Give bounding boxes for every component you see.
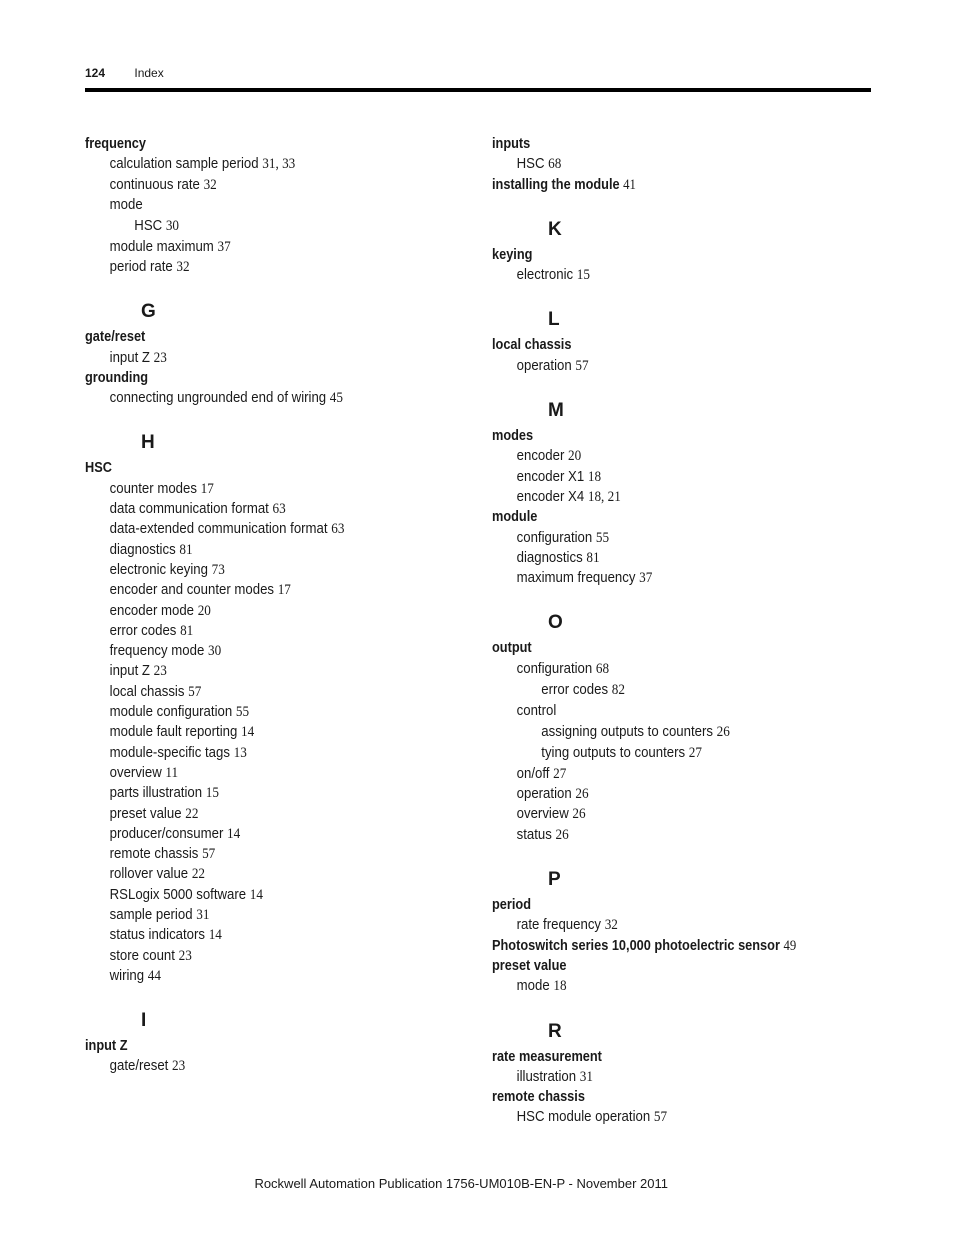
entry-label: RSLogix 5000 software (109, 885, 247, 903)
entry-label: input Z (109, 348, 150, 366)
index-subentry (85, 783, 419, 803)
index-term (492, 936, 826, 956)
index-subentry (85, 824, 419, 844)
index-subentry (85, 540, 419, 560)
page-reference[interactable]: 63 (272, 501, 286, 518)
index-subentry (85, 804, 419, 824)
index-subentry (85, 479, 419, 499)
index-subentry (492, 659, 826, 679)
page-reference[interactable]: 55 (595, 529, 610, 546)
page-reference[interactable]: 32 (604, 917, 618, 934)
entry-label: calculation sample period (109, 155, 259, 173)
page-reference[interactable]: 14 (240, 724, 255, 741)
page-reference[interactable]: 26 (572, 806, 586, 823)
page-reference[interactable]: 15 (576, 267, 591, 284)
entry-label: L (548, 309, 560, 331)
entry-label: inputs (492, 136, 531, 152)
entry-label: local chassis (109, 682, 185, 700)
page-reference[interactable]: 23 (172, 1058, 186, 1075)
entry-label: preset value (109, 804, 182, 822)
page-reference[interactable]: 57 (575, 357, 589, 374)
index-subentry (85, 925, 419, 945)
index-term (492, 134, 826, 154)
entry-label: input Z (109, 662, 150, 680)
index-subentry (85, 743, 419, 763)
entry-label: output (492, 640, 532, 657)
page-reference[interactable]: 31 (196, 907, 210, 923)
entry-label: frequency (85, 136, 146, 152)
index-subentry (85, 682, 419, 702)
entry-label: gate/reset (109, 1057, 169, 1075)
entry-label: HSC (516, 155, 545, 173)
index-term (492, 335, 826, 355)
index-subsubentry (492, 721, 826, 743)
index-subentry (492, 467, 826, 487)
index-subentry (85, 601, 419, 621)
entry-label: maximum frequency (516, 569, 636, 587)
page-reference[interactable]: 15 (205, 785, 219, 802)
index-term (85, 368, 419, 388)
entry-label: rate measurement (492, 1048, 602, 1065)
entry-label: producer/consumer (109, 824, 224, 842)
index-subentry (85, 844, 419, 864)
page-number: 124 (85, 66, 106, 80)
page-footer: Rockwell Automation Publication 1756-UM010B-EN-P - November 2011 (254, 1176, 668, 1191)
index-term (492, 1047, 826, 1067)
page-reference[interactable]: 37 (639, 570, 653, 587)
entry-label: overview (516, 805, 569, 823)
page-reference[interactable]: 11 (165, 764, 179, 781)
entry-label: module configuration (109, 703, 233, 721)
index-term (85, 458, 419, 478)
index-subentry (85, 621, 419, 641)
entry-label: control (516, 701, 557, 719)
page-reference[interactable]: 26 (716, 723, 730, 740)
entry-label: K (548, 218, 562, 240)
page-reference[interactable]: 37 (217, 238, 231, 255)
index-section-letter (492, 1019, 871, 1045)
page-reference[interactable]: 17 (277, 582, 291, 599)
page-reference[interactable]: 57 (653, 1109, 668, 1126)
index-section-letter (492, 217, 871, 243)
index-subentry (492, 1067, 826, 1087)
index-subentry (492, 548, 826, 568)
entry-label: input Z (85, 1038, 128, 1055)
index-subentry (85, 154, 419, 174)
entry-label: on/off (516, 764, 550, 782)
entry-label: H (141, 432, 155, 454)
page-reference[interactable]: 17 (200, 480, 214, 497)
entry-label: sample period (109, 906, 193, 923)
page-reference[interactable]: 81 (180, 622, 194, 639)
entry-label: diagnostics (516, 548, 583, 566)
page-reference[interactable]: 14 (249, 886, 263, 903)
page-reference[interactable]: 30 (165, 218, 180, 235)
page-reference[interactable]: 57 (188, 683, 202, 700)
index-term (492, 245, 826, 265)
entry-label: HSC (85, 460, 112, 477)
page-reference[interactable]: 82 (611, 682, 625, 699)
page-reference[interactable]: 68 (548, 156, 562, 173)
index-term (492, 956, 826, 976)
index-term (492, 175, 826, 195)
index-subentry (85, 946, 419, 966)
index-subentry (85, 661, 419, 681)
index-term (492, 507, 826, 527)
page-reference[interactable]: 18 (587, 468, 602, 485)
entry-label: module-specific tags (109, 743, 230, 761)
entry-label: diagnostics (109, 540, 176, 558)
page-reference[interactable]: 57 (202, 846, 216, 863)
index-subentry (492, 568, 826, 588)
index-term (492, 895, 826, 915)
entry-label: module fault reporting (109, 723, 238, 741)
index-subentry (85, 905, 419, 925)
index-subentry (85, 864, 419, 884)
entry-label: electronic (516, 266, 574, 284)
page-reference[interactable]: 55 (235, 704, 250, 721)
page-reference[interactable]: 23 (178, 947, 192, 964)
index-subentry (85, 763, 419, 783)
page-reference[interactable]: 41 (623, 176, 636, 193)
index-subentry (85, 560, 419, 580)
page-reference[interactable]: 26 (575, 786, 589, 803)
index-subentry (85, 966, 419, 986)
page-reference[interactable]: 32 (176, 258, 190, 275)
page-reference[interactable]: 68 (595, 660, 610, 677)
page-reference[interactable]: 32 (203, 176, 217, 193)
index-subentry (85, 499, 419, 519)
page-reference[interactable]: 45 (329, 390, 344, 407)
page-reference[interactable]: 18, 21 (587, 488, 621, 505)
index-section-letter (492, 610, 871, 636)
index-term (492, 426, 826, 446)
entry-label: HSC module operation (516, 1108, 651, 1126)
page-header (85, 66, 164, 80)
index-section-letter (85, 430, 465, 456)
index-subentry (85, 237, 419, 257)
index-subsubentry (492, 742, 826, 764)
entry-label: illustration (516, 1067, 577, 1085)
entry-label: encoder and counter modes (109, 581, 275, 599)
index-subentry (492, 528, 826, 548)
page-reference[interactable]: 81 (179, 541, 193, 558)
entry-label: connecting ungrounded end of wiring (109, 389, 327, 407)
index-section-letter (492, 867, 871, 893)
index-subentry (492, 487, 826, 507)
index-subentry (492, 1107, 826, 1127)
index-subentry (492, 784, 826, 804)
index-subentry (492, 446, 826, 466)
index-subentry (85, 641, 419, 661)
entry-label: parts illustration (109, 784, 203, 802)
entry-label: store count (109, 946, 175, 964)
page-reference[interactable]: 26 (555, 826, 569, 843)
index-subentry (492, 915, 826, 935)
entry-label: overview (109, 763, 162, 781)
entry-label: configuration (516, 528, 593, 546)
page-reference[interactable]: 81 (586, 549, 600, 566)
index-subentry (85, 348, 419, 368)
entry-label: module maximum (109, 237, 214, 255)
index-subentry (85, 702, 419, 722)
index-subsubentry (492, 679, 826, 701)
page-reference[interactable]: 14 (208, 927, 222, 944)
index-subentry (492, 825, 826, 845)
index-subentry (492, 356, 826, 376)
entry-label: rate frequency (516, 916, 602, 934)
entry-label: configuration (516, 659, 593, 677)
index-term (492, 638, 826, 658)
entry-label: remote chassis (109, 845, 199, 863)
entry-label: keying (492, 246, 533, 263)
index-term (85, 134, 419, 154)
page-reference[interactable]: 30 (207, 643, 222, 660)
entry-label: encoder mode (109, 601, 195, 619)
entry-label: modes (492, 428, 534, 445)
entry-label: I (141, 1010, 147, 1032)
page-reference[interactable]: 27 (553, 765, 567, 782)
entry-label: module (492, 509, 538, 526)
page-reference[interactable]: 20 (197, 602, 211, 619)
index-subentry (492, 804, 826, 824)
index-subentry (85, 722, 419, 742)
entry-label: operation (516, 356, 572, 374)
entry-label: remote chassis (492, 1089, 585, 1106)
entry-label: M (548, 400, 564, 422)
entry-label: R (548, 1020, 562, 1042)
entry-label: rollover value (109, 865, 189, 883)
entry-label: installing the module (492, 176, 620, 193)
entry-label: status indicators (109, 926, 206, 944)
entry-label: error codes (109, 621, 177, 639)
entry-label: O (548, 612, 563, 634)
index-term (492, 1087, 826, 1107)
index-section-letter (492, 307, 871, 333)
index-subentry (492, 701, 826, 721)
entry-label: electronic keying (109, 560, 208, 578)
entry-label: encoder (516, 447, 565, 465)
entry-label: continuous rate (109, 175, 200, 193)
index-column-right (492, 134, 871, 1128)
entry-label: gate/reset (85, 329, 146, 346)
index-subentry (85, 580, 419, 600)
page-reference[interactable]: 49 (783, 937, 797, 954)
index-subentry (492, 265, 826, 285)
page-reference[interactable]: 18 (553, 978, 567, 995)
entry-label: preset value (492, 957, 567, 974)
index-subentry (492, 764, 826, 784)
page-reference[interactable]: 13 (233, 744, 247, 761)
entry-label: counter modes (109, 479, 197, 497)
index-subentry (492, 976, 826, 996)
index-term (85, 1036, 419, 1056)
section-title: Index (134, 66, 164, 80)
entry-label: HSC (134, 217, 163, 235)
page-reference[interactable]: 31 (579, 1068, 593, 1085)
entry-label: encoder X1 (516, 467, 585, 485)
entry-label: period rate (109, 257, 173, 275)
entry-label: error codes (541, 681, 609, 699)
page-reference[interactable]: 23 (153, 349, 167, 366)
entry-label: mode (516, 977, 550, 995)
entry-label: tying outputs to counters (541, 744, 686, 762)
page-reference[interactable]: 27 (688, 745, 702, 762)
index-subentry (85, 519, 419, 539)
page-reference[interactable]: 23 (153, 663, 167, 680)
index-subentry (85, 885, 419, 905)
index-subsubentry (85, 215, 419, 237)
entry-label: encoder X4 (516, 487, 585, 505)
index-subentry (85, 1056, 419, 1076)
index-subentry (492, 154, 826, 174)
entry-label: data communication format (109, 500, 269, 518)
entry-label: grounding (85, 369, 149, 386)
index-subentry (85, 388, 419, 408)
entry-label: period (492, 897, 531, 914)
index-subentry (85, 175, 419, 195)
page-reference[interactable]: 20 (568, 448, 582, 465)
entry-label: operation (516, 785, 572, 803)
header-rule (85, 88, 871, 92)
entry-label: local chassis (492, 337, 572, 354)
entry-label: wiring (109, 966, 145, 984)
index-section-letter (85, 1008, 465, 1034)
entry-label: P (548, 869, 561, 891)
index-column-left (85, 134, 465, 1077)
entry-label: Photoswitch series 10,000 photoelectric sensor (492, 937, 780, 954)
entry-label: frequency mode (109, 642, 205, 660)
entry-label: assigning outputs to counters (541, 722, 713, 740)
entry-label: data-extended communication format (109, 520, 328, 538)
page-reference[interactable]: 31, 33 (262, 156, 296, 173)
entry-label: G (141, 301, 156, 323)
entry-label: status (516, 825, 552, 843)
entry-label: mode (109, 195, 143, 213)
index-subentry (85, 195, 419, 215)
page-reference[interactable]: 73 (211, 561, 225, 578)
page-reference[interactable]: 44 (147, 967, 161, 984)
page-reference[interactable]: 14 (227, 825, 241, 842)
index-section-letter (492, 398, 871, 424)
page-reference[interactable]: 63 (331, 521, 345, 538)
page-reference[interactable]: 22 (185, 805, 199, 822)
index-section-letter (85, 299, 465, 325)
index-term (85, 327, 419, 347)
page-reference[interactable]: 22 (191, 866, 206, 883)
index-subentry (85, 257, 419, 277)
